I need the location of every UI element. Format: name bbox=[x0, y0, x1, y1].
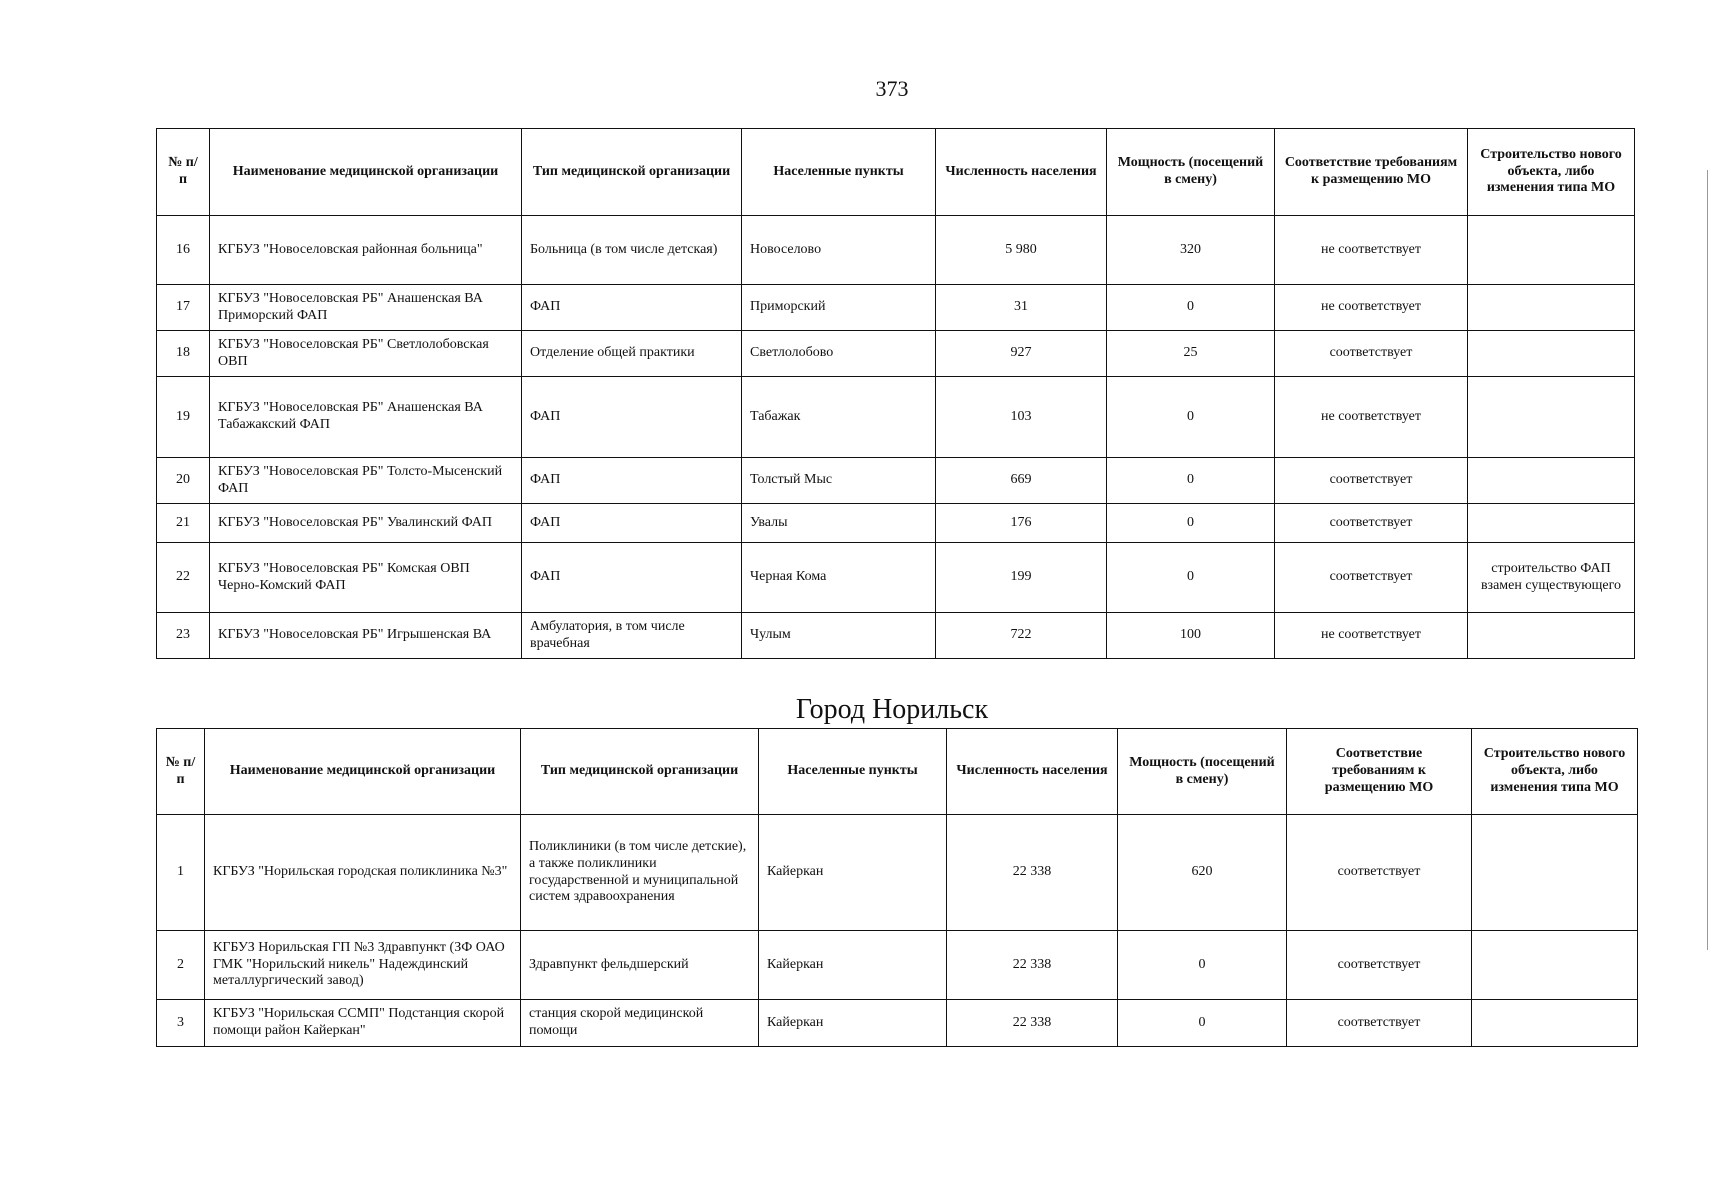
header-compliance: Соответствие требованиям к размещению МО bbox=[1275, 129, 1468, 216]
row-num: 20 bbox=[157, 458, 210, 504]
row-compliance: не соответствует bbox=[1275, 285, 1468, 331]
row-type: Поликлиники (в том числе детские), а также поликлиники государственной и муниципальной систем здравоохранения bbox=[521, 815, 759, 931]
row-name: КГБУЗ "Новоселовская районная больница" bbox=[210, 216, 522, 285]
table-row bbox=[157, 815, 1638, 931]
row-capacity: 0 bbox=[1118, 1000, 1287, 1047]
row-num: 18 bbox=[157, 331, 210, 377]
row-type: ФАП bbox=[522, 285, 742, 331]
row-num: 22 bbox=[157, 543, 210, 613]
row-type: Отделение общей практики bbox=[522, 331, 742, 377]
row-num: 21 bbox=[157, 504, 210, 543]
row-settlement: Кайеркан bbox=[759, 815, 947, 931]
row-settlement: Табажак bbox=[742, 377, 936, 458]
row-num: 17 bbox=[157, 285, 210, 331]
table-header-row bbox=[157, 729, 1638, 815]
row-settlement: Увалы bbox=[742, 504, 936, 543]
row-name: КГБУЗ "Новоселовская РБ" Игрышенская ВА bbox=[210, 613, 522, 659]
table-row bbox=[157, 504, 1635, 543]
row-settlement: Новоселово bbox=[742, 216, 936, 285]
row-compliance: соответствует bbox=[1275, 458, 1468, 504]
row-type: ФАП bbox=[522, 377, 742, 458]
row-capacity: 320 bbox=[1107, 216, 1275, 285]
row-compliance: соответствует bbox=[1287, 815, 1472, 931]
row-compliance: не соответствует bbox=[1275, 377, 1468, 458]
row-name: КГБУЗ "Новоселовская РБ" Толсто-Мысенский ФАП bbox=[210, 458, 522, 504]
row-population: 176 bbox=[936, 504, 1107, 543]
row-type: Амбулатория, в том числе врачебная bbox=[522, 613, 742, 659]
scan-edge-line bbox=[1707, 170, 1709, 950]
header-settlements: Населенные пункты bbox=[742, 129, 936, 216]
row-population: 927 bbox=[936, 331, 1107, 377]
table-row bbox=[157, 931, 1638, 1000]
row-population: 22 338 bbox=[947, 1000, 1118, 1047]
row-settlement: Светлолобово bbox=[742, 331, 936, 377]
row-construction bbox=[1468, 377, 1635, 458]
row-num: 3 bbox=[157, 1000, 205, 1047]
header-capacity: Мощность (посещений в смену) bbox=[1118, 729, 1287, 815]
table-row bbox=[157, 216, 1635, 285]
row-construction bbox=[1468, 331, 1635, 377]
header-construction: Строительство нового объекта, либо изменения типа МО bbox=[1468, 129, 1635, 216]
row-construction: строительство ФАП взамен существующего bbox=[1468, 543, 1635, 613]
row-population: 22 338 bbox=[947, 931, 1118, 1000]
row-construction bbox=[1468, 216, 1635, 285]
row-compliance: не соответствует bbox=[1275, 216, 1468, 285]
header-settlements: Населенные пункты bbox=[759, 729, 947, 815]
row-population: 722 bbox=[936, 613, 1107, 659]
row-num: 23 bbox=[157, 613, 210, 659]
header-name: Наименование медицинской организации bbox=[210, 129, 522, 216]
row-construction bbox=[1468, 285, 1635, 331]
row-population: 31 bbox=[936, 285, 1107, 331]
row-name: КГБУЗ "Новоселовская РБ" Светлолобовская ОВП bbox=[210, 331, 522, 377]
table-row bbox=[157, 285, 1635, 331]
header-type: Тип медицинской организации bbox=[521, 729, 759, 815]
row-num: 1 bbox=[157, 815, 205, 931]
table-row bbox=[157, 543, 1635, 613]
table-row bbox=[157, 458, 1635, 504]
medical-organizations-table-2 bbox=[156, 728, 1638, 1047]
row-num: 2 bbox=[157, 931, 205, 1000]
row-type: Больница (в том числе детская) bbox=[522, 216, 742, 285]
row-num: 16 bbox=[157, 216, 210, 285]
row-capacity: 0 bbox=[1107, 285, 1275, 331]
row-construction bbox=[1472, 815, 1638, 931]
row-settlement: Приморский bbox=[742, 285, 936, 331]
row-compliance: соответствует bbox=[1275, 504, 1468, 543]
row-name: КГБУЗ "Новоселовская РБ" Комская ОВП Черно-Комский ФАП bbox=[210, 543, 522, 613]
row-type: ФАП bbox=[522, 458, 742, 504]
row-construction bbox=[1468, 504, 1635, 543]
header-type: Тип медицинской организации bbox=[522, 129, 742, 216]
section-title: Город Норильск bbox=[795, 694, 989, 725]
row-name: КГБУЗ "Норильская ССМП" Подстанция скорой помощи район Кайеркан" bbox=[205, 1000, 521, 1047]
row-settlement: Черная Кома bbox=[742, 543, 936, 613]
row-capacity: 0 bbox=[1107, 458, 1275, 504]
row-population: 5 980 bbox=[936, 216, 1107, 285]
header-name: Наименование медицинской организации bbox=[205, 729, 521, 815]
row-name: КГБУЗ "Норильская городская поликлиника №3" bbox=[205, 815, 521, 931]
row-construction bbox=[1472, 1000, 1638, 1047]
row-type: станция скорой медицинской помощи bbox=[521, 1000, 759, 1047]
header-num: № п/п bbox=[157, 729, 205, 815]
table-row bbox=[157, 613, 1635, 659]
page-number: 373 bbox=[875, 76, 909, 101]
header-population: Численность населения bbox=[947, 729, 1118, 815]
row-population: 22 338 bbox=[947, 815, 1118, 931]
table-row bbox=[157, 377, 1635, 458]
row-capacity: 0 bbox=[1107, 543, 1275, 613]
row-capacity: 25 bbox=[1107, 331, 1275, 377]
row-name: КГБУЗ "Новоселовская РБ" Анашенская ВА Табажакский ФАП bbox=[210, 377, 522, 458]
row-settlement: Кайеркан bbox=[759, 931, 947, 1000]
row-compliance: соответствует bbox=[1275, 543, 1468, 613]
row-compliance: соответствует bbox=[1287, 931, 1472, 1000]
row-population: 103 bbox=[936, 377, 1107, 458]
row-population: 199 bbox=[936, 543, 1107, 613]
header-population: Численность населения bbox=[936, 129, 1107, 216]
row-construction bbox=[1472, 931, 1638, 1000]
row-name: КГБУЗ "Новоселовская РБ" Анашенская ВА Приморский ФАП bbox=[210, 285, 522, 331]
row-settlement: Кайеркан bbox=[759, 1000, 947, 1047]
row-construction bbox=[1468, 613, 1635, 659]
row-name: КГБУЗ "Новоселовская РБ" Увалинский ФАП bbox=[210, 504, 522, 543]
row-capacity: 100 bbox=[1107, 613, 1275, 659]
row-type: ФАП bbox=[522, 543, 742, 613]
row-settlement: Чулым bbox=[742, 613, 936, 659]
row-capacity: 620 bbox=[1118, 815, 1287, 931]
row-construction bbox=[1468, 458, 1635, 504]
header-compliance: Соответствие требованиям к размещению МО bbox=[1287, 729, 1472, 815]
row-num: 19 bbox=[157, 377, 210, 458]
row-type: Здравпункт фельдшерский bbox=[521, 931, 759, 1000]
row-compliance: соответствует bbox=[1275, 331, 1468, 377]
table-row bbox=[157, 331, 1635, 377]
header-capacity: Мощность (посещений в смену) bbox=[1107, 129, 1275, 216]
row-capacity: 0 bbox=[1118, 931, 1287, 1000]
row-capacity: 0 bbox=[1107, 377, 1275, 458]
table-row bbox=[157, 1000, 1638, 1047]
row-type: ФАП bbox=[522, 504, 742, 543]
header-num: № п/п bbox=[157, 129, 210, 216]
table-header-row bbox=[157, 129, 1635, 216]
row-settlement: Толстый Мыс bbox=[742, 458, 936, 504]
row-population: 669 bbox=[936, 458, 1107, 504]
row-compliance: соответствует bbox=[1287, 1000, 1472, 1047]
row-name: КГБУЗ Норильская ГП №3 Здравпункт (ЗФ ОАО ГМК "Норильский никель" Надеждинский металлургический завод) bbox=[205, 931, 521, 1000]
row-compliance: не соответствует bbox=[1275, 613, 1468, 659]
row-capacity: 0 bbox=[1107, 504, 1275, 543]
header-construction: Строительство нового объекта, либо изменения типа МО bbox=[1472, 729, 1638, 815]
medical-organizations-table-1 bbox=[156, 128, 1635, 659]
